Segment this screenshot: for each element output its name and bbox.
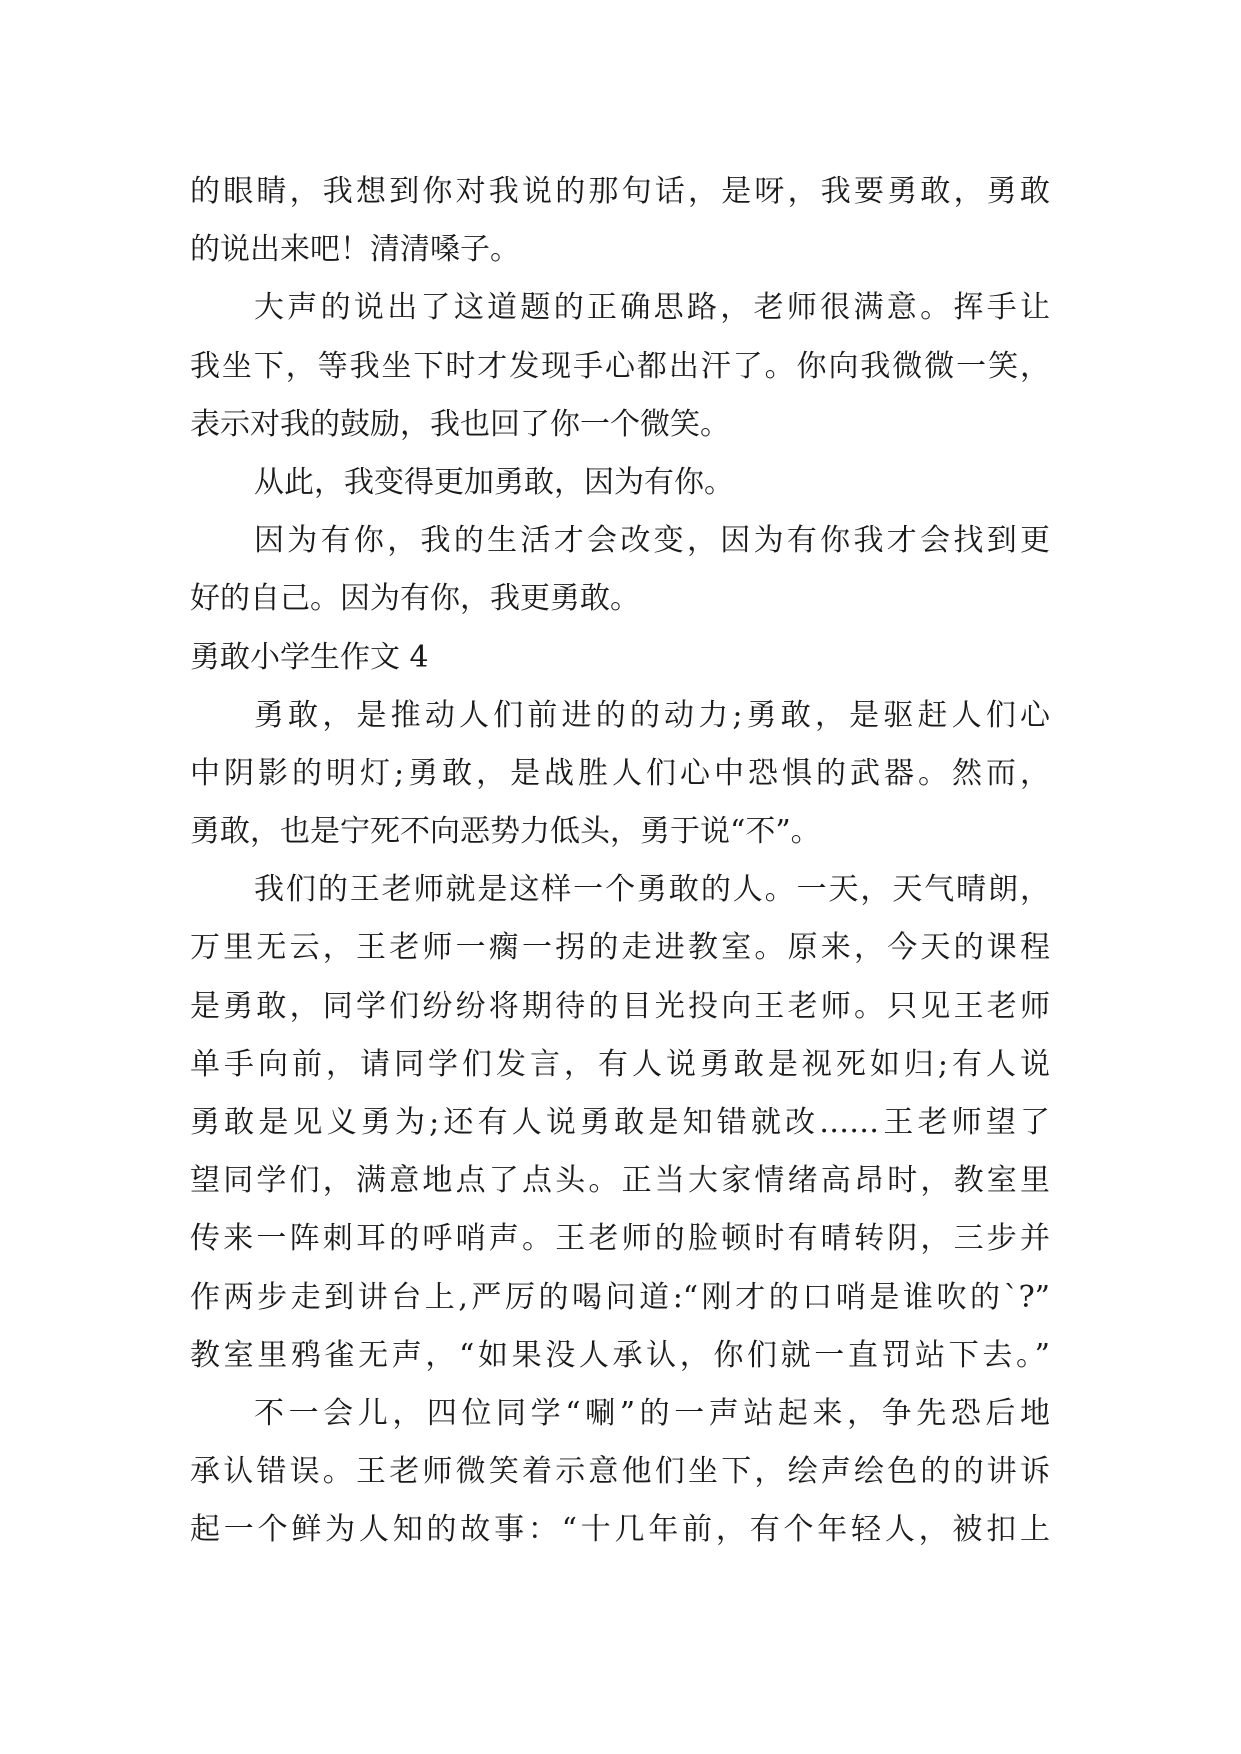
text-line: 传来一阵刺耳的呼哨声。王老师的脸顿时有晴转阴，三步并 xyxy=(190,1221,1050,1257)
text-line: 我坐下，等我坐下时才发现手心都出汗了。你向我微微一笑， xyxy=(190,348,1050,384)
text-line: 我们的王老师就是这样一个勇敢的人。一天，天气晴朗， xyxy=(254,872,1050,908)
text-line: 是勇敢，同学们纷纷将期待的目光投向王老师。只见王老师 xyxy=(190,988,1050,1024)
text-line: 大声的说出了这道题的正确思路，老师很满意。挥手让 xyxy=(254,290,1050,326)
text-line: 的眼睛，我想到你对我说的那句话，是呀，我要勇敢，勇敢 xyxy=(190,174,1050,209)
text-line: 万里无云，王老师一瘸一拐的走进教室。原来，今天的课程 xyxy=(190,930,1050,966)
text-line: 勇敢，也是宁死不向恶势力低头，勇于说“不”。 xyxy=(190,814,821,850)
text-line: 的说出来吧！清清嗓子。 xyxy=(190,232,520,268)
section-heading xyxy=(190,629,1050,687)
document-body xyxy=(190,163,1050,1560)
text-line: 望同学们，满意地点了点头。正当大家情绪高昂时，教室里 xyxy=(190,1163,1050,1199)
text-line: 起一个鲜为人知的故事：“十几年前，有个年轻人，被扣上 xyxy=(190,1512,1050,1548)
text-line: 不一会儿，四位同学“唰”的一声站起来，争先恐后地 xyxy=(254,1395,1050,1431)
text-line: 教室里鸦雀无声，“如果没人承认，你们就一直罚站下去。” xyxy=(190,1337,1050,1373)
text-line: 单手向前，请同学们发言，有人说勇敢是视死如归;有人说 xyxy=(190,1046,1050,1082)
text-line: 好的自己。因为有你，我更勇敢。 xyxy=(190,581,640,617)
text-line: 勇敢，是推动人们前进的的动力;勇敢，是驱赶人们心 xyxy=(254,697,1050,733)
paragraph xyxy=(190,1385,1050,1560)
heading-text: 勇敢小学生作文 4 xyxy=(190,639,429,675)
paragraph xyxy=(190,163,1050,279)
paragraph xyxy=(190,512,1050,628)
text-line: 从此，我变得更加勇敢，因为有你。 xyxy=(254,464,734,500)
text-line: 勇敢是见义勇为;还有人说勇敢是知错就改……王老师望了 xyxy=(190,1105,1050,1140)
text-line: 中阴影的明灯;勇敢，是战胜人们心中恐惧的武器。然而， xyxy=(190,755,1050,791)
paragraph xyxy=(190,279,1050,454)
text-line: 因为有你，我的生活才会改变，因为有你我才会找到更 xyxy=(254,523,1050,559)
text-line: 作两步走到讲台上,严厉的喝问道:“刚才的口哨是谁吹的`?” xyxy=(190,1279,1050,1315)
paragraph xyxy=(190,687,1050,862)
text-line: 承认错误。王老师微笑着示意他们坐下，绘声绘色的的讲诉 xyxy=(190,1454,1050,1490)
text-line: 表示对我的鼓励，我也回了你一个微笑。 xyxy=(190,406,730,442)
paragraph xyxy=(190,454,1050,512)
paragraph xyxy=(190,861,1050,1385)
